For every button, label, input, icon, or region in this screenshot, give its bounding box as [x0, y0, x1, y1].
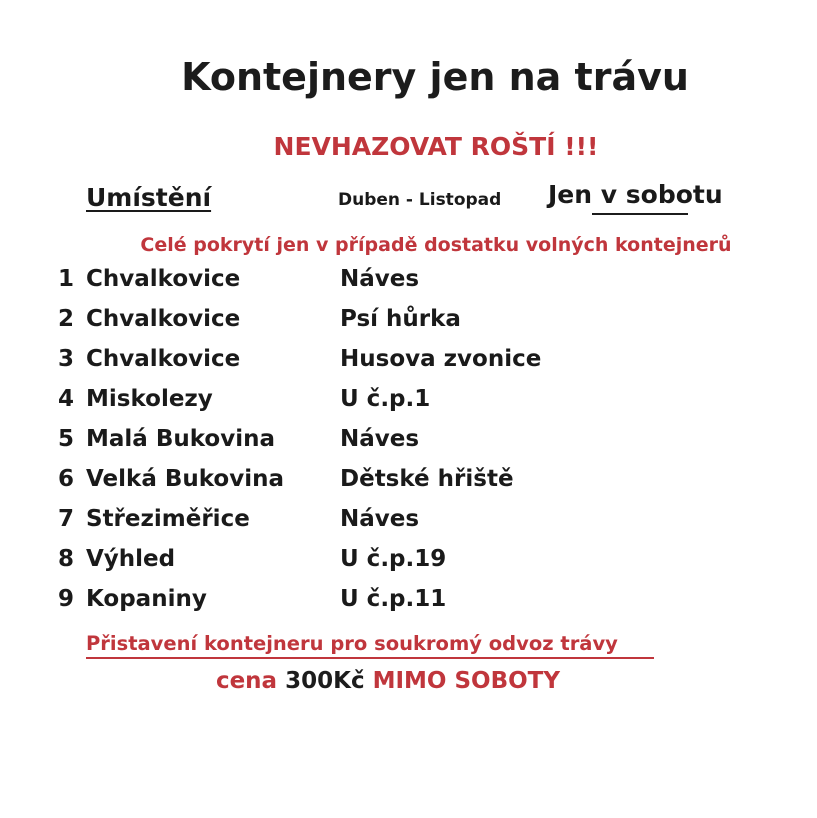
location-number: 2 — [58, 306, 75, 332]
location-village: Velká Bukovina — [86, 466, 285, 492]
location-spot: Náves — [340, 506, 420, 532]
saturday-only-label: Jen v sobotu — [548, 180, 723, 209]
location-header: Umístění — [86, 183, 212, 212]
location-number: 3 — [58, 346, 75, 372]
location-number: 9 — [58, 586, 75, 612]
location-village: Malá Bukovina — [86, 426, 275, 452]
location-spot: Psí hůrka — [340, 306, 461, 332]
location-spot: Náves — [340, 426, 420, 452]
saturday-underline — [592, 213, 688, 215]
location-village: Chvalkovice — [86, 266, 241, 292]
page-title: Kontejnery jen na trávu — [181, 55, 689, 99]
price-line — [0, 668, 776, 694]
location-spot: U č.p.1 — [340, 386, 431, 412]
private-offer-underline — [86, 657, 654, 659]
location-number: 5 — [58, 426, 75, 452]
location-number: 7 — [58, 506, 75, 532]
location-village: Střeziměřice — [86, 506, 250, 532]
price-note: MIMO SOBOTY — [372, 668, 561, 694]
price-amount: 300Kč — [285, 668, 365, 694]
location-village: Chvalkovice — [86, 346, 241, 372]
location-village: Miskolezy — [86, 386, 213, 412]
location-village: Výhled — [86, 546, 176, 572]
location-spot: Husova zvonice — [340, 346, 542, 372]
location-spot: U č.p.19 — [340, 546, 447, 572]
season-range: Duben - Listopad — [338, 190, 502, 210]
location-number: 4 — [58, 386, 75, 412]
location-spot: Náves — [340, 266, 420, 292]
warning-text: NEVHAZOVAT ROŠTÍ !!! — [273, 132, 599, 161]
private-offer: Přistavení kontejneru pro soukromý odvoz trávy — [86, 632, 618, 655]
location-number: 8 — [58, 546, 75, 572]
location-spot: U č.p.11 — [340, 586, 447, 612]
location-spot: Dětské hřiště — [340, 466, 514, 492]
location-number: 1 — [58, 266, 75, 292]
coverage-note: Celé pokrytí jen v případě dostatku volných kontejnerů — [140, 234, 732, 256]
location-number: 6 — [58, 466, 75, 492]
price-label: cena — [215, 668, 278, 694]
location-village: Kopaniny — [86, 586, 207, 612]
location-village: Chvalkovice — [86, 306, 241, 332]
